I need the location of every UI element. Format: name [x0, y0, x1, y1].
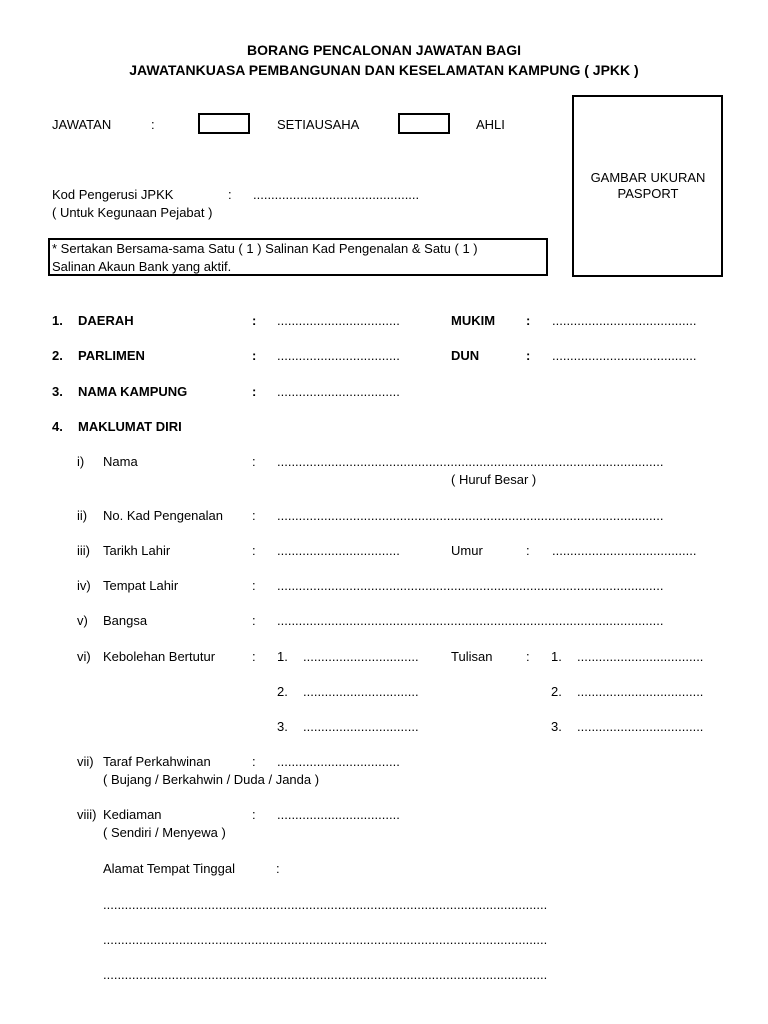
kediaman-colon: :: [252, 807, 256, 822]
nama-kampung-field[interactable]: ..................................: [277, 384, 400, 399]
setiausaha-checkbox[interactable]: [198, 113, 250, 134]
photo-box-label-line1: GAMBAR UKURAN: [590, 170, 706, 185]
pob-field[interactable]: ...........................................................................................................: [277, 578, 664, 593]
umur-field[interactable]: ........................................: [552, 543, 697, 558]
section-2-number: 2.: [52, 348, 63, 363]
jawatan-colon: :: [151, 117, 155, 132]
nama-number: i): [77, 454, 85, 469]
parlimen-label: PARLIMEN: [78, 348, 145, 363]
nama-hint: ( Huruf Besar ): [451, 472, 537, 487]
taraf-label: Taraf Perkahwinan: [103, 754, 211, 769]
tulisan-item-number: 2.: [551, 684, 562, 699]
nama-field[interactable]: ...........................................................................................................: [277, 454, 664, 469]
dob-colon: :: [252, 543, 256, 558]
taraf-colon: :: [252, 754, 256, 769]
form-title-line2: JAWATANKUASA PEMBANGUNAN DAN KESELAMATAN KAMPUNG ( JPKK ): [129, 62, 639, 78]
mukim-label: MUKIM: [451, 313, 496, 328]
bertutur-item-number: 2.: [277, 684, 288, 699]
alamat-colon: :: [276, 861, 280, 876]
mukim-field[interactable]: ........................................: [552, 313, 697, 328]
nama-label: Nama: [103, 454, 138, 469]
tulisan-item-field[interactable]: ...................................: [577, 649, 704, 664]
nama-kampung-label: NAMA KAMPUNG: [78, 384, 188, 399]
dob-number: iii): [77, 543, 90, 558]
bangsa-number: v): [77, 613, 88, 628]
notice-line2: Salinan Akaun Bank yang aktif.: [52, 259, 232, 274]
ahli-checkbox[interactable]: [398, 113, 450, 134]
bertutur-label: Kebolehan Bertutur: [103, 649, 216, 664]
umur-colon: :: [526, 543, 530, 558]
kediaman-label: Kediaman: [103, 807, 162, 822]
tulisan-item-number: 3.: [551, 719, 562, 734]
dun-field[interactable]: ........................................: [552, 348, 697, 363]
taraf-number: vii): [77, 754, 94, 769]
pob-label: Tempat Lahir: [103, 578, 179, 593]
parlimen-field[interactable]: ..................................: [277, 348, 400, 363]
alamat-line-field[interactable]: ...........................................................................................................................: [103, 932, 548, 947]
kod-pengerusi-field[interactable]: ..............................................: [253, 187, 420, 202]
bertutur-item-number: 1.: [277, 649, 288, 664]
dob-label: Tarikh Lahir: [103, 543, 171, 558]
kod-pengerusi-label: Kod Pengerusi JPKK: [52, 187, 174, 202]
dun-colon: :: [526, 348, 531, 363]
bertutur-item-field[interactable]: ................................: [303, 649, 419, 664]
alamat-line-field[interactable]: ...........................................................................................................................: [103, 967, 548, 982]
dun-label: DUN: [451, 348, 480, 363]
setiausaha-label: SETIAUSAHA: [277, 117, 360, 132]
kod-pengerusi-colon: :: [228, 187, 232, 202]
section-4-number: 4.: [52, 419, 63, 434]
taraf-hint: ( Bujang / Berkahwin / Duda / Janda ): [103, 772, 320, 787]
bangsa-label: Bangsa: [103, 613, 148, 628]
jawatan-label: JAWATAN: [52, 117, 112, 132]
kediaman-hint: ( Sendiri / Menyewa ): [103, 825, 226, 840]
dob-field[interactable]: ..................................: [277, 543, 400, 558]
bertutur-colon: :: [252, 649, 256, 664]
ic-number: ii): [77, 508, 88, 523]
pob-number: iv): [77, 578, 91, 593]
mukim-colon: :: [526, 313, 531, 328]
tulisan-colon: :: [526, 649, 530, 664]
nama-colon: :: [252, 454, 256, 469]
taraf-field[interactable]: ..................................: [277, 754, 400, 769]
ahli-label: AHLI: [476, 117, 505, 132]
ic-field[interactable]: ...........................................................................................................: [277, 508, 664, 523]
tulisan-item-field[interactable]: ...................................: [577, 719, 704, 734]
bertutur-number: vi): [77, 649, 91, 664]
bangsa-field[interactable]: ...........................................................................................................: [277, 613, 664, 628]
daerah-label: DAERAH: [78, 313, 134, 328]
parlimen-colon: :: [252, 348, 257, 363]
alamat-label: Alamat Tempat Tinggal: [103, 861, 235, 876]
daerah-colon: :: [252, 313, 257, 328]
section-1-number: 1.: [52, 313, 63, 328]
ic-label: No. Kad Pengenalan: [103, 508, 223, 523]
umur-label: Umur: [451, 543, 483, 558]
kediaman-number: viii): [77, 807, 97, 822]
notice-line1: * Sertakan Bersama-sama Satu ( 1 ) Salinan Kad Pengenalan & Satu ( 1 ): [52, 241, 478, 256]
form-title-line1: BORANG PENCALONAN JAWATAN BAGI: [246, 42, 522, 58]
bertutur-item-field[interactable]: ................................: [303, 719, 419, 734]
kod-pengerusi-note: ( Untuk Kegunaan Pejabat ): [52, 205, 213, 220]
kediaman-field[interactable]: ..................................: [277, 807, 400, 822]
maklumat-diri-heading: MAKLUMAT DIRI: [78, 419, 182, 434]
bertutur-item-field[interactable]: ................................: [303, 684, 419, 699]
photo-box-label-line2: PASPORT: [617, 186, 679, 201]
tulisan-label: Tulisan: [451, 649, 493, 664]
tulisan-item-number: 1.: [551, 649, 562, 664]
tulisan-item-field[interactable]: ...................................: [577, 684, 704, 699]
daerah-field[interactable]: ..................................: [277, 313, 400, 328]
nama-kampung-colon: :: [252, 384, 257, 399]
section-3-number: 3.: [52, 384, 63, 399]
alamat-line-field[interactable]: ...........................................................................................................................: [103, 897, 548, 912]
ic-colon: :: [252, 508, 256, 523]
bangsa-colon: :: [252, 613, 256, 628]
pob-colon: :: [252, 578, 256, 593]
bertutur-item-number: 3.: [277, 719, 288, 734]
